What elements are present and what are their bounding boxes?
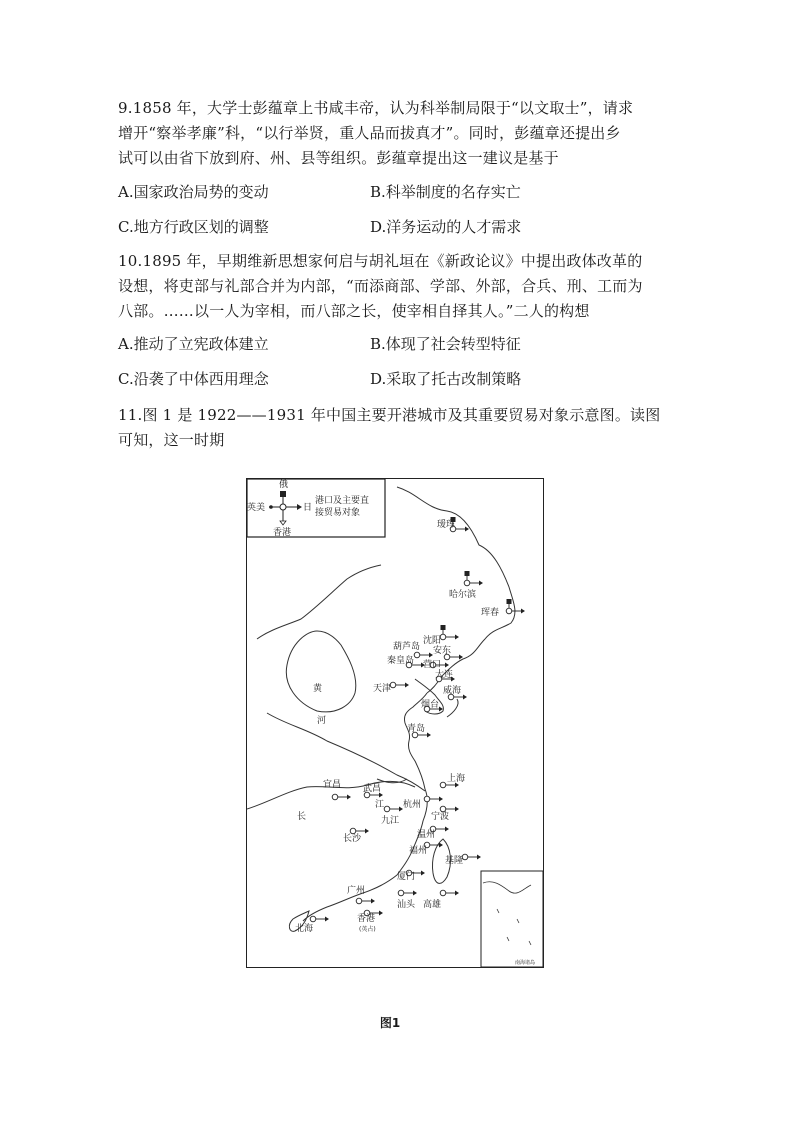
port-marker (464, 580, 470, 586)
city-dalian: 大连 (435, 670, 454, 680)
legend-west: 英美 (247, 503, 266, 513)
city-wenzhou: 温州 (417, 830, 436, 840)
q9-line-2: 增开“察举孝廉”科，“以行举贤，重人品而拔真才”。同时，彭蕴章还提出乡 (118, 124, 621, 142)
river-label-jiang: 江 (375, 800, 385, 810)
q9-option-c: C.地方行政区划的调整 (118, 218, 269, 236)
q10-line-2: 设想，将吏部与礼部合并为内部，“而添商部、学部、外部，合兵、刑、工而为 (118, 277, 643, 295)
port-arrow-marker (439, 843, 443, 848)
q10-line-1: 10.1895 年，早期维新思想家何启与胡礼垣在《新政论议》中提出政体改革的 (118, 252, 643, 270)
city-ningbo: 宁波 (431, 812, 450, 822)
city-hongkong: 香港 (357, 914, 376, 924)
port-russia-marker (507, 599, 512, 604)
q11-line-1: 11.图 1 是 1922——1931 年中国主要开港城市及其重要贸易对象示意图。读图 (118, 406, 661, 424)
map-svg (247, 479, 543, 967)
south-china-sea-inset (481, 871, 543, 967)
legend-east: 日 (303, 503, 313, 513)
port-arrow-marker (455, 807, 459, 812)
legend-south: 香港 (273, 528, 292, 538)
city-tianjin: 天津 (373, 684, 392, 694)
port-arrow-marker (371, 899, 375, 904)
q10-option-a: A.推动了立宪政体建立 (118, 335, 269, 353)
river-label-chang: 长 (297, 812, 307, 822)
city-aihui: 瑷珲 (437, 520, 456, 530)
port-arrow-marker (413, 891, 417, 896)
port-arrow-marker (421, 871, 425, 876)
river-label-he: 河 (317, 716, 327, 726)
port-marker (424, 796, 430, 802)
port-marker (332, 794, 338, 800)
q10-option-d: D.采取了托古改制策略 (370, 370, 522, 388)
map-outlines (247, 487, 515, 931)
city-andong: 安东 (433, 646, 452, 656)
q9-option-a: A.国家政治局势的变动 (118, 183, 269, 201)
city-changsha: 长沙 (343, 834, 362, 844)
city-hongkong-note: (英占) (359, 926, 376, 933)
q9-option-d: D.洋务运动的人才需求 (370, 218, 522, 236)
city-yingkou: 营口 (423, 660, 442, 670)
port-arrow-marker (445, 827, 449, 832)
port-arrow-marker (455, 891, 459, 896)
port-marker (414, 652, 420, 658)
port-marker (350, 828, 356, 834)
city-hangzhou: 杭州 (403, 800, 422, 810)
city-yichang: 宜昌 (323, 780, 342, 790)
city-qingdao: 青岛 (407, 724, 426, 734)
port-arrow-marker (427, 733, 431, 738)
port-arrow-marker (477, 855, 481, 860)
port-marker (440, 890, 446, 896)
port-marker (440, 782, 446, 788)
city-beihai: 北海 (295, 924, 314, 934)
port-arrow-marker (325, 917, 329, 922)
port-marker (440, 634, 446, 640)
port-marker (462, 854, 468, 860)
city-hunchun: 珲春 (481, 608, 500, 618)
q10-line-3: 八部。……以一人为宰相，而八部之长，使宰相自择其人。”二人的构想 (118, 302, 590, 320)
city-yantai: 烟台 (421, 700, 440, 710)
port-arrow-marker (405, 683, 409, 688)
port-marker (384, 806, 390, 812)
port-arrow-marker (439, 707, 443, 712)
port-arrow-marker (365, 829, 369, 834)
city-gaoxiong: 高雄 (423, 900, 442, 910)
question-11-stem (118, 403, 678, 453)
city-qinhuangdao: 秦皇岛 (387, 656, 415, 666)
city-xiamen: 厦门 (397, 872, 416, 882)
river-label-huang: 黄 (313, 684, 323, 694)
city-shanghai: 上海 (447, 774, 466, 784)
port-russia-marker (465, 571, 470, 576)
port-marker (390, 682, 396, 688)
q10-option-b: B.体现了社会转型特征 (370, 335, 521, 353)
port-arrow-marker (347, 795, 351, 800)
port-marker (440, 806, 446, 812)
port-marker (310, 916, 316, 922)
legend-text-2: 接贸易对象 (315, 508, 361, 518)
city-weihai: 威海 (443, 686, 462, 696)
city-guangzhou: 广州 (347, 886, 366, 896)
port-markers (310, 517, 525, 922)
port-marker (506, 608, 512, 614)
city-wuchang: 武昌 (363, 784, 382, 794)
trade-port-map (246, 478, 544, 968)
port-arrow-marker (463, 695, 467, 700)
port-marker (398, 890, 404, 896)
q10-option-c: C.沿袭了中体西用理念 (118, 370, 269, 388)
port-arrow-marker (445, 663, 449, 668)
port-arrow-marker (465, 527, 469, 532)
port-russia-marker (441, 625, 446, 630)
q9-option-b: B.科举制度的名存实亡 (370, 183, 521, 201)
city-huludao: 葫芦岛 (393, 642, 421, 652)
map-legend (247, 479, 385, 538)
city-fuzhou: 福州 (409, 846, 428, 856)
q11-line-2: 可知，这一时期 (118, 431, 225, 449)
legend-text-1: 港口及主要直 (315, 496, 370, 506)
inset-label: 南海诸岛 (515, 960, 536, 966)
city-jiujiang: 九江 (381, 816, 400, 826)
port-arrow-marker (521, 609, 525, 614)
city-shantou: 汕头 (397, 900, 416, 910)
question-10-stem (118, 249, 678, 324)
city-harbin: 哈尔滨 (449, 590, 477, 600)
question-9-stem (118, 96, 678, 171)
port-arrow-marker (379, 911, 383, 916)
port-arrow-marker (455, 635, 459, 640)
q9-line-3: 试可以由省下放到府、州、县等组织。彭蕴章提出这一建议是基于 (118, 149, 559, 167)
city-shenyang: 沈阳 (423, 636, 442, 646)
q9-line-1: 9.1858 年，大学士彭蕴章上书咸丰帝，认为科举制局限于“以文取士”，请求 (118, 99, 634, 117)
figure-caption: 图1 (379, 1016, 401, 1030)
city-jilong: 基隆 (445, 856, 464, 866)
port-marker (356, 898, 362, 904)
port-arrow-marker (439, 797, 443, 802)
legend-north: 俄 (279, 480, 289, 490)
port-arrow-marker (479, 581, 483, 586)
